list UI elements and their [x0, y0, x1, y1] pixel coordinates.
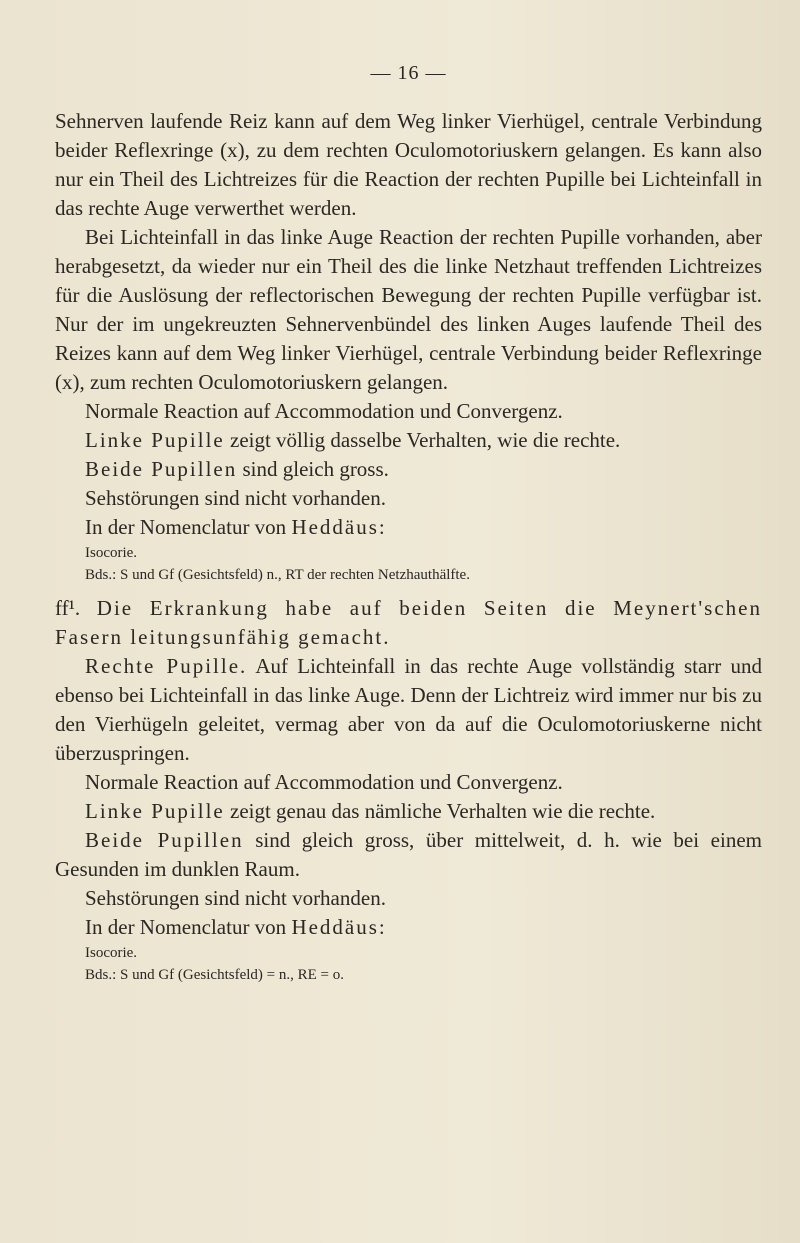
paragraph-text: :: [378, 515, 385, 539]
paragraph-text: sind gleich gross, über mittelweit, d. h. wie bei einem Gesunden im dunklen Raum.: [55, 828, 762, 881]
paragraph-text: Die Erkrankung habe auf beiden Seiten die Meynert'schen Fasern leitungsunfähig gemacht.: [55, 596, 762, 649]
paragraph-text: zeigt genau das nämliche Verhalten wie die rechte.: [224, 799, 656, 823]
paragraph-accommodation-2: Normale Reaction auf Accommodation und Convergenz.: [85, 770, 563, 794]
paragraph-text: sind gleich gross.: [237, 457, 389, 481]
paragraph-text: In der Nomenclatur von: [85, 515, 292, 539]
paragraph-nomenclature-2: [55, 913, 762, 942]
page-number: — 16 —: [370, 62, 447, 84]
paragraph-left-pupil-1: [55, 426, 762, 455]
paragraph-vision-2: Sehstörungen sind nicht vorhanden.: [85, 886, 386, 910]
paragraph-accommodation-1: Normale Reaction auf Accommodation und Convergenz.: [85, 399, 563, 423]
spaced-term: Beide Pupillen: [85, 828, 244, 852]
paragraph-case-ff1: [55, 594, 762, 652]
paragraph-left-pupil-2: [55, 797, 762, 826]
case-label: ff¹.: [55, 596, 81, 620]
spaced-term: Beide Pupillen: [85, 457, 238, 481]
paragraph-nomenclature-1: [55, 513, 762, 542]
note-isocorie-2: Isocorie.: [85, 945, 138, 961]
paragraph-text: Auf Lichteinfall in das rechte Auge vollständig starr und ebenso bei Lichteinfall in das linke Auge. Denn der Lichtreiz wird immer nur bis zu den Vierhügeln geleitet, vermag aber von da auf die Oculomotoriuskerne nicht überzuspringen.: [55, 654, 762, 765]
paragraph-text: In der Nomenclatur von: [85, 915, 292, 939]
note-bds-1: Bds.: S und Gf (Gesichtsfeld) n., RT der rechten Netzhauthälfte.: [85, 567, 470, 583]
spaced-term: Linke Pupille: [85, 428, 225, 452]
author-name: Heddäus: [291, 515, 379, 539]
note-isocorie-1: Isocorie.: [85, 545, 138, 561]
spaced-term: Linke Pupille: [85, 799, 225, 823]
note-bds-2: Bds.: S und Gf (Gesichtsfeld) = n., RE = o.: [85, 967, 344, 983]
paragraph-right-pupil-2: [55, 652, 762, 768]
author-name: Heddäus: [291, 915, 379, 939]
paragraph-both-pupils-2: [55, 826, 762, 884]
paragraph-vision-1: Sehstörungen sind nicht vorhanden.: [85, 486, 386, 510]
paragraph-text: zeigt völlig dasselbe Verhalten, wie die rechte.: [224, 428, 621, 452]
spaced-term: Rechte Pupille.: [85, 654, 248, 678]
paragraph-continuation: Sehnerven laufende Reiz kann auf dem Weg linker Vierhügel, centrale Verbindung beider Reflexringe (x), zu dem rechten Oculomotoriuskern gelangen. Es kann also nur ein Theil des Lichtreizes für die Reaction der rechten Pupille bei Lichteinfall in das rechte Auge verwerthet werden.: [55, 109, 762, 220]
paragraph-text: :: [378, 915, 385, 939]
paragraph-both-pupils-1: [55, 455, 762, 484]
paragraph-left-light: Bei Lichteinfall in das linke Auge Reaction der rechten Pupille vorhanden, aber herabgesetzt, da wieder nur ein Theil des die linke Netzhaut treffenden Lichtreizes für die Auslösung der reflectorischen Bewegung der rechten Pupille verfügbar ist. Nur der im ungekreuzten Sehnervenbündel des linken Auges laufende Theil des Reizes kann auf dem Weg linker Vierhügel, centrale Verbindung beider Reflexringe (x), zum rechten Oculomotoriuskern gelangen.: [55, 225, 762, 394]
